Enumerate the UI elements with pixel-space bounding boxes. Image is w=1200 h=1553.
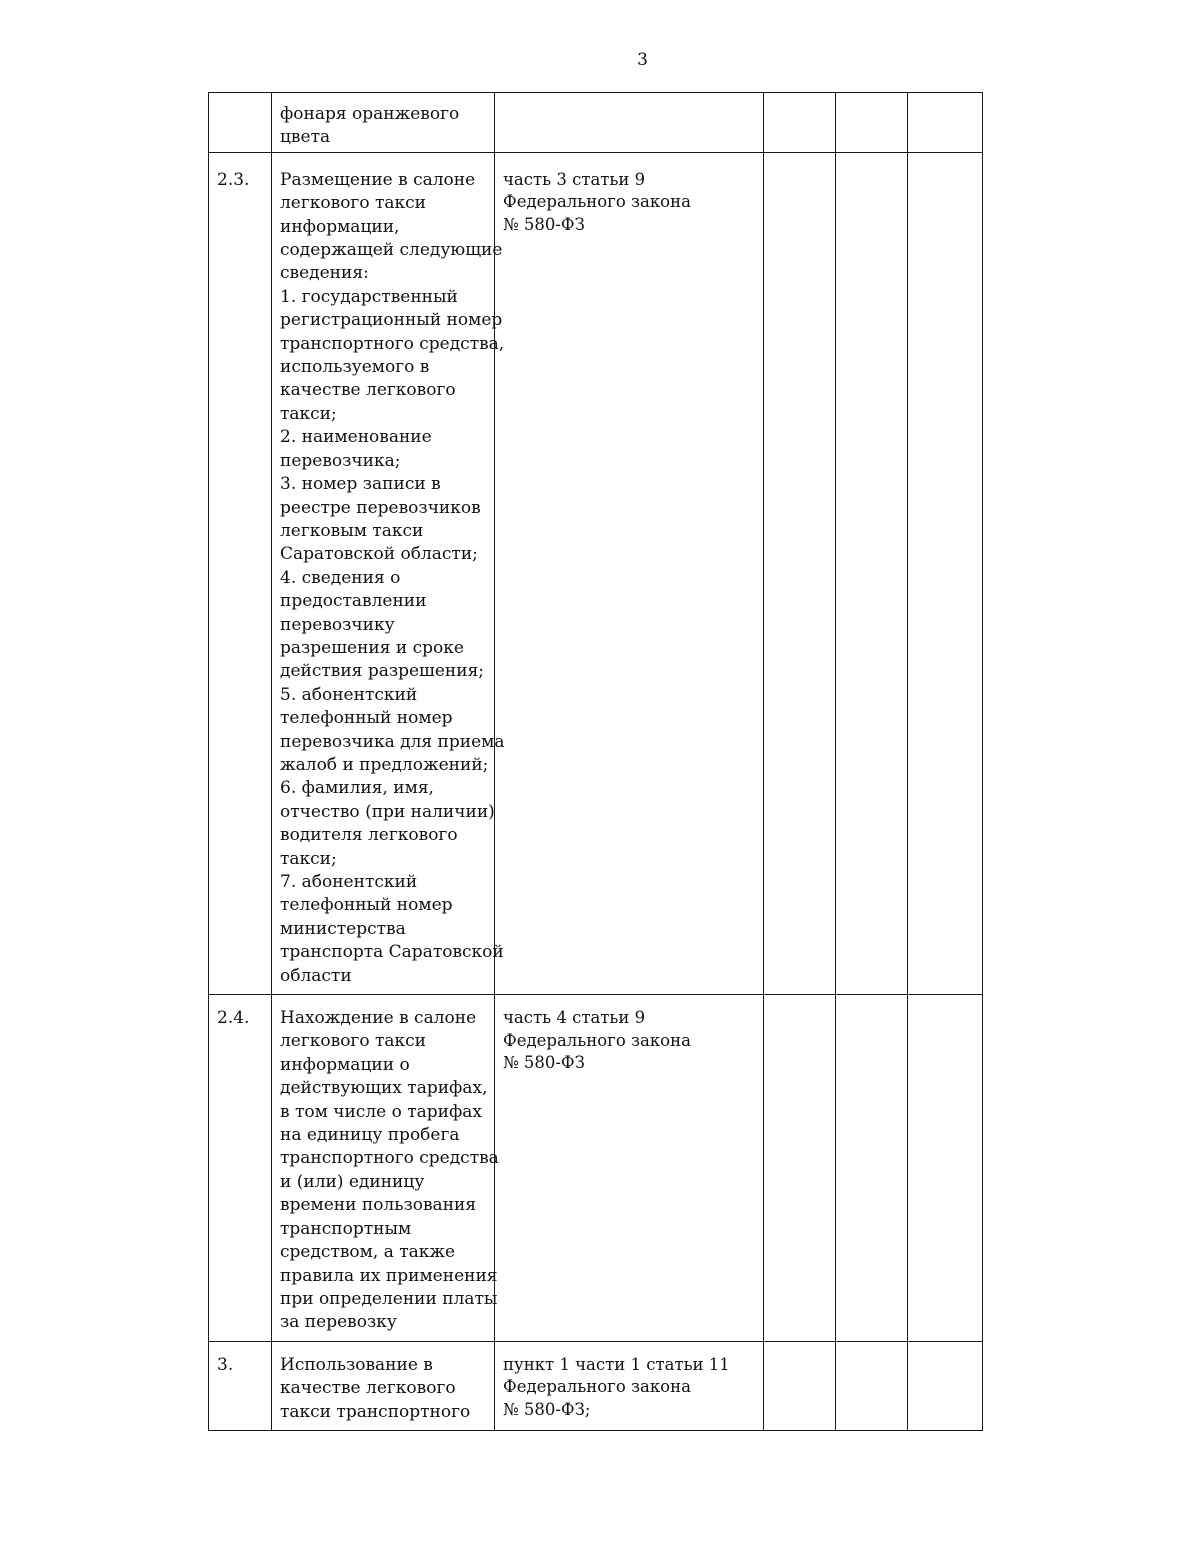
requirement-line: отчество (при наличии): [280, 801, 495, 822]
empty-cell: [836, 995, 908, 1342]
requirement-line: регистрационный номер: [280, 310, 503, 331]
requirement-line: жалоб и предложений;: [280, 754, 489, 775]
legal-source-line: № 580-ФЗ: [503, 1053, 585, 1073]
row-number-cell: 2.3.: [209, 152, 272, 994]
requirement-line: качестве легкового: [280, 380, 456, 401]
requirement-line: 2. наименование: [280, 427, 432, 448]
requirement-line: реестре перевозчиков: [280, 497, 481, 518]
requirement-line: Саратовской области;: [280, 544, 478, 565]
requirement-line: информации о: [280, 1054, 410, 1075]
requirements-table: [208, 92, 983, 1431]
requirement-line: 3. номер записи в: [280, 474, 441, 495]
empty-cell: [836, 1341, 908, 1430]
requirement-line: времени пользования: [280, 1195, 477, 1216]
legal-source-cell: [495, 1341, 764, 1430]
requirement-line: такси;: [280, 403, 337, 424]
requirement-line: транспорта Саратовской: [280, 942, 504, 963]
requirement-line: за перевозку: [280, 1312, 397, 1333]
legal-source-line: № 580-ФЗ;: [503, 1399, 591, 1419]
legal-source-cell: [495, 152, 764, 994]
requirement-line: такси транспортного: [280, 1401, 471, 1422]
empty-cell: [764, 1341, 836, 1430]
requirement-line: действующих тарифах,: [280, 1078, 488, 1099]
requirement-cell: [272, 1341, 495, 1430]
requirement-line: Использование в: [280, 1354, 433, 1375]
requirement-line: области: [280, 965, 352, 986]
requirement-line: 4. сведения о: [280, 567, 401, 588]
requirement-line: 5. абонентский: [280, 684, 418, 705]
requirement-line: легковым такси: [280, 520, 424, 541]
table-row: [209, 1341, 983, 1430]
requirement-line: используемого в: [280, 357, 430, 378]
requirement-line: 1. государственный: [280, 286, 458, 307]
requirement-line: 6. фамилия, имя,: [280, 778, 434, 799]
legal-source-line: Федерального закона: [503, 1377, 691, 1397]
requirement-line: и (или) единицу: [280, 1171, 425, 1192]
requirement-line: водителя легкового: [280, 825, 458, 846]
requirement-line: транспортным: [280, 1218, 412, 1239]
legal-source-line: пункт 1 части 1 статьи 11: [503, 1354, 730, 1374]
requirement-line: при определении платы: [280, 1288, 498, 1309]
legal-source-line: Федерального закона: [503, 192, 691, 212]
requirement-line: цвета: [280, 127, 331, 148]
requirement-line: содержащей следующие: [280, 240, 503, 261]
requirement-line: перевозчика;: [280, 450, 401, 471]
empty-cell: [764, 152, 836, 994]
requirement-line: на единицу пробега: [280, 1125, 460, 1146]
requirement-line: сведения:: [280, 263, 369, 284]
empty-cell: [764, 995, 836, 1342]
page-number: 3: [637, 50, 648, 70]
requirement-line: телефонный номер: [280, 708, 453, 729]
requirement-line: министерства: [280, 918, 406, 939]
empty-cell: [908, 152, 983, 994]
requirement-line: 7. абонентский: [280, 872, 418, 892]
empty-cell: [764, 93, 836, 153]
row-number-cell: 2.4.: [209, 995, 272, 1342]
row-number-cell: [209, 93, 272, 153]
requirement-line: легкового такси: [280, 1031, 426, 1052]
empty-cell: [908, 1341, 983, 1430]
requirement-cell: [272, 93, 495, 153]
requirement-line: Размещение в салоне: [280, 169, 476, 190]
requirement-line: легкового такси: [280, 193, 426, 214]
requirement-line: действия разрешения;: [280, 661, 485, 682]
legal-source-cell: [495, 995, 764, 1342]
requirement-line: телефонный номер: [280, 895, 453, 916]
requirement-line: перевозчику: [280, 614, 395, 635]
requirement-line: перевозчика для приема: [280, 731, 505, 752]
table-row: [209, 93, 983, 153]
requirement-line: транспортного средства,: [280, 333, 505, 354]
requirement-line: фонаря оранжевого: [280, 104, 460, 124]
legal-source-line: Федерального закона: [503, 1030, 691, 1050]
requirement-line: информации,: [280, 216, 400, 237]
empty-cell: [908, 93, 983, 153]
requirement-line: средством, а также: [280, 1242, 456, 1263]
legal-source-line: часть 3 статьи 9: [503, 169, 646, 189]
requirement-line: предоставлении: [280, 591, 427, 612]
empty-cell: [836, 93, 908, 153]
row-number-cell: 3.: [209, 1341, 272, 1430]
legal-source-line: № 580-ФЗ: [503, 214, 585, 234]
requirement-line: такси;: [280, 848, 337, 869]
requirement-cell: [272, 152, 505, 994]
empty-cell: [836, 152, 908, 994]
requirement-line: правила их применения: [280, 1265, 498, 1286]
requirement-line: разрешения и сроке: [280, 637, 464, 658]
legal-source-cell: [495, 93, 764, 153]
requirement-line: транспортного средства: [280, 1148, 499, 1169]
requirement-line: в том числе о тарифах: [280, 1101, 483, 1122]
requirement-cell: [272, 995, 499, 1342]
requirement-line: качестве легкового: [280, 1378, 456, 1399]
empty-cell: [908, 995, 983, 1342]
table-row: [209, 152, 983, 994]
table-row: [209, 995, 983, 1342]
requirement-line: Нахождение в салоне: [280, 1008, 477, 1029]
legal-source-line: часть 4 статьи 9: [503, 1008, 646, 1028]
